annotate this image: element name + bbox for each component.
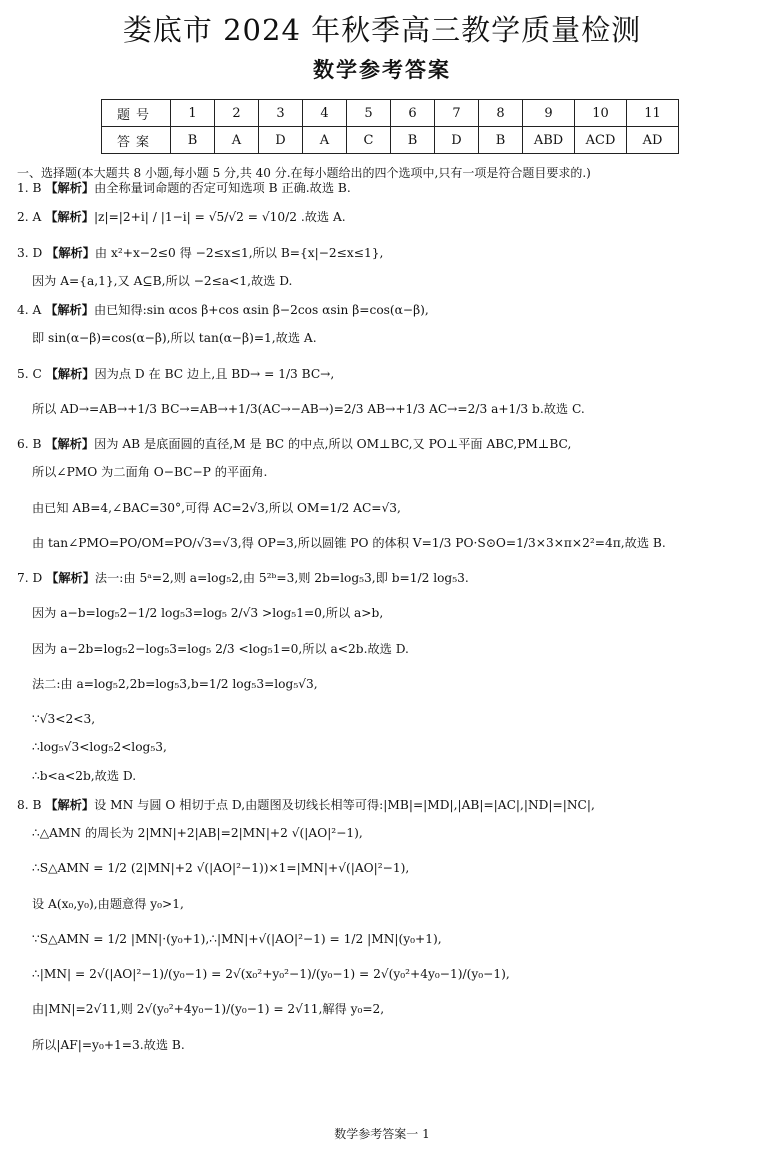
question-head: 7. D <box>17 571 43 585</box>
answer-cell: A <box>303 127 347 154</box>
answer-cell: AD <box>627 127 679 154</box>
solution-text: ∴b<a<2b,故选 D. <box>32 768 137 783</box>
solution-text: 由全称量词命题的否定可知选项 B 正确.故选 B. <box>94 181 351 195</box>
solution-text: ∴|MN| = 2√(|AO|²−1)/(y₀−1) = 2√(x₀²+y₀²−1)/(y₀−1) = 2√(y₀²+4y₀−1)/(y₀−1), <box>32 967 510 981</box>
question-head: 4. A <box>17 303 42 317</box>
row-label-number: 题号 <box>102 100 171 127</box>
solution-text: ∴log₅√3<log₅2<log₅3, <box>32 740 167 755</box>
question-number: 9 <box>523 100 575 127</box>
analysis-tag: 【解析】 <box>45 181 95 195</box>
solution-text: 由|MN|=2√11,则 2√(y₀²+4y₀−1)/(y₀−1) = 2√11,解得 y₀=2, <box>32 1002 385 1017</box>
question-number: 5 <box>347 100 391 127</box>
question-head: 1. B <box>17 181 42 195</box>
answer-cell: A <box>215 127 259 154</box>
question-number: 8 <box>479 100 523 127</box>
solution-text: 因为 AB 是底面圆的直径,M 是 BC 的中点,所以 OM⊥BC,又 PO⊥平面 ABC,PM⊥BC, <box>94 437 572 451</box>
answer-cell: D <box>435 127 479 154</box>
solution-text: 所以|AF|=y₀+1=3.故选 B. <box>32 1037 185 1052</box>
solution-q8 <box>17 798 752 813</box>
analysis-tag: 【解析】 <box>45 210 94 225</box>
document-title: 娄底市 2024 年秋季高三教学质量检测 <box>122 13 642 47</box>
solution-text: 由已知得:sin αcos β+cos αsin β−2cos αsin β=cos(α−β), <box>93 303 429 317</box>
analysis-tag: 【解析】 <box>46 571 95 585</box>
question-head: 6. B <box>17 437 42 451</box>
answer-cell: D <box>259 127 303 154</box>
solution-text: 设 A(x₀,y₀),由题意得 y₀>1, <box>32 896 184 911</box>
answer-table <box>101 99 679 154</box>
solution-text: 由 tan∠PMO=PO/OM=PO/√3=√3,得 OP=3,所以圆锥 PO 的体积 V=1/3 PO·S⊙O=1/3×3×π×2²=4π,故选 B. <box>32 535 666 550</box>
answer-cell: B <box>171 127 215 154</box>
answer-table-number-row <box>102 100 679 127</box>
answer-table-answer-row <box>102 127 679 154</box>
solution-q4 <box>17 303 752 318</box>
document-subtitle: 数学参考答案 <box>313 57 451 82</box>
question-number: 4 <box>303 100 347 127</box>
analysis-tag: 【解析】 <box>45 303 94 317</box>
solution-text: 因为 A={a,1},又 A⊆B,所以 −2≤a<1,故选 D. <box>32 273 293 288</box>
solution-q5 <box>17 367 752 382</box>
solution-text: ∵√3<2<3, <box>32 712 96 726</box>
solution-text: ∴△AMN 的周长为 2|MN|+2|AB|=2|MN|+2 √(|AO|²−1), <box>32 826 363 840</box>
solution-text: 因为 a−b=log₅2−1/2 log₅3=log₅ 2/√3 >log₅1=0,所以 a>b, <box>32 606 384 621</box>
solution-text: 设 MN 与圆 O 相切于点 D,由题图及切线长相等可得:|MB|=|MD|,|AB|=|AC|,|ND|=|NC|, <box>94 797 595 812</box>
answer-cell: B <box>391 127 435 154</box>
analysis-tag: 【解析】 <box>45 437 95 451</box>
solution-text: |z|=|2+i| / |1−i| = √5/√2 = √10/2 .故选 A. <box>93 210 346 225</box>
analysis-tag: 【解析】 <box>45 797 95 812</box>
section-heading: 一、选择题(本大题共 8 小题,每小题 5 分,共 40 分.在每小题给出的四个选项中,只有一项是符合题目要求的.) <box>17 166 591 180</box>
answer-cell: ACD <box>575 127 627 154</box>
question-head: 5. C <box>17 366 42 381</box>
solution-text: ∵S△AMN = 1/2 |MN|·(y₀+1),∴|MN|+√(|AO|²−1) = 1/2 |MN|(y₀+1), <box>32 931 442 946</box>
solution-q7 <box>17 571 752 586</box>
question-head: 8. B <box>17 797 42 812</box>
row-label-answer: 答案 <box>102 127 171 154</box>
solution-text: 所以 AD→=AB→+1/3 BC→=AB→+1/3(AC→−AB→)=2/3 AB→+1/3 AC→=2/3 a+1/3 b.故选 C. <box>32 401 585 416</box>
question-head: 3. D <box>17 245 43 260</box>
question-number: 11 <box>627 100 679 127</box>
solution-text: 所以∠PMO 为二面角 O−BC−P 的平面角. <box>32 465 268 480</box>
solution-q1 <box>17 181 752 196</box>
question-number: 6 <box>391 100 435 127</box>
solution-text: ∴S△AMN = 1/2 (2|MN|+2 √(|AO|²−1))×1=|MN|+√(|AO|²−1), <box>32 861 410 876</box>
solution-text: 法一:由 5ᵃ=2,则 a=log₅2,由 5²ᵇ=3,则 2b=log₅3,即 b=1/2 log₅3. <box>94 571 469 585</box>
solution-q3 <box>17 246 752 261</box>
solution-text: 由已知 AB=4,∠BAC=30°,可得 AC=2√3,所以 OM=1/2 AC=√3, <box>32 500 401 515</box>
solution-text: 即 sin(α−β)=cos(α−β),所以 tan(α−β)=1,故选 A. <box>32 331 317 346</box>
analysis-tag: 【解析】 <box>46 245 95 260</box>
solution-text: 法二:由 a=log₅2,2b=log₅3,b=1/2 log₅3=log₅√3, <box>32 676 318 691</box>
solution-text: 因为 a−2b=log₅2−log₅3=log₅ 2/3 <log₅1=0,所以 a<2b.故选 D. <box>32 641 409 656</box>
question-number: 7 <box>435 100 479 127</box>
analysis-tag: 【解析】 <box>45 366 95 381</box>
solution-text: 因为点 D 在 BC 边上,且 BD→ = 1/3 BC→, <box>94 366 335 381</box>
answer-cell: ABD <box>523 127 575 154</box>
question-number: 1 <box>171 100 215 127</box>
solution-text: 由 x²+x−2≤0 得 −2≤x≤1,所以 B={x|−2≤x≤1}, <box>94 245 384 260</box>
answer-cell: C <box>347 127 391 154</box>
question-number: 3 <box>259 100 303 127</box>
solutions-body <box>17 166 752 1053</box>
solution-q6 <box>17 437 752 452</box>
question-head: 2. A <box>17 210 42 225</box>
question-number: 2 <box>215 100 259 127</box>
page-footer: 数学参考答案一 1 <box>334 1127 430 1141</box>
question-number: 10 <box>575 100 627 127</box>
solution-q2 <box>17 210 752 225</box>
answer-cell: B <box>479 127 523 154</box>
